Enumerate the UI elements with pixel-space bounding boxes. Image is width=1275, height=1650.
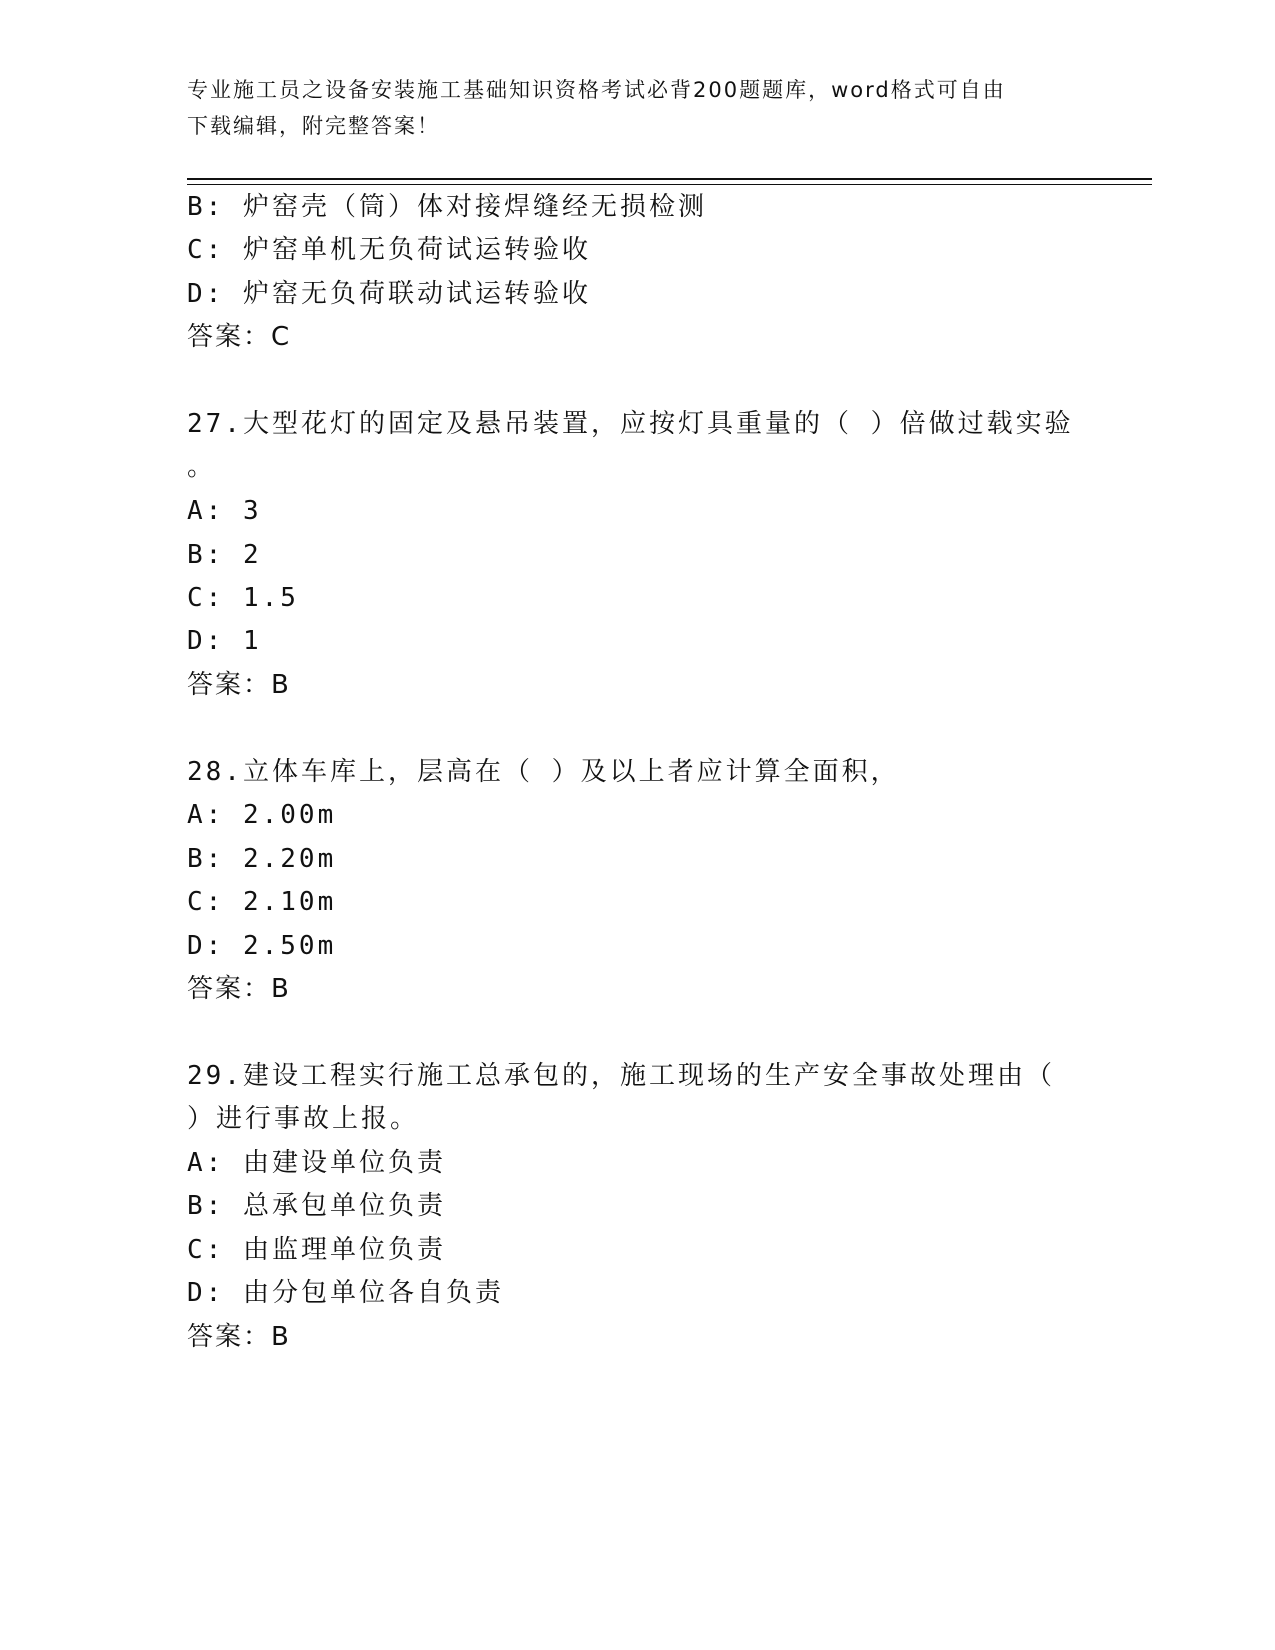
q27-option-c: C: 1.5 xyxy=(187,583,299,613)
q27-option-d: D: 1 xyxy=(187,626,262,656)
q28-answer: 答案：B xyxy=(187,974,291,1004)
q29-option-c: C: 由监理单位负责 xyxy=(187,1235,446,1265)
q27-option-a: A: 3 xyxy=(187,496,262,526)
q29-option-a: A: 由建设单位负责 xyxy=(187,1148,446,1178)
q29-option-b: B: 总承包单位负责 xyxy=(187,1191,446,1221)
q28-option-d: D: 2.50m xyxy=(187,931,337,961)
header-divider-thin xyxy=(187,184,1152,185)
q26-answer: 答案：C xyxy=(187,322,292,352)
q28-option-c: C: 2.10m xyxy=(187,887,337,917)
q29-question-line-2: ）进行事故上报。 xyxy=(187,1104,420,1134)
q27-option-b: B: 2 xyxy=(187,540,262,570)
q28-option-b: B: 2.20m xyxy=(187,844,337,874)
q27-question-line-2: 。 xyxy=(187,452,217,482)
q26-option-d: D: 炉窑无负荷联动试运转验收 xyxy=(187,279,591,309)
q27-question-line-1: 27.大型花灯的固定及悬吊装置，应按灯具重量的（ ）倍做过载实验 xyxy=(187,409,1074,439)
q28-question: 28.立体车库上，层高在（ ）及以上者应计算全面积， xyxy=(187,757,900,787)
q29-option-d: D: 由分包单位各自负责 xyxy=(187,1278,504,1308)
q26-option-c: C: 炉窑单机无负荷试运转验收 xyxy=(187,235,591,265)
header-line-1: 专业施工员之设备安装施工基础知识资格考试必背200题题库，word格式可自由 xyxy=(187,78,1006,102)
document-header xyxy=(187,72,1067,144)
q29-question-line-1: 29.建设工程实行施工总承包的，施工现场的生产安全事故处理由（ xyxy=(187,1061,1055,1091)
header-divider-thick xyxy=(187,178,1152,180)
header-line-2: 下载编辑，附完整答案！ xyxy=(187,114,440,138)
q26-option-b: B: 炉窑壳（筒）体对接焊缝经无损检测 xyxy=(187,192,707,222)
q27-answer: 答案：B xyxy=(187,670,291,700)
q28-option-a: A: 2.00m xyxy=(187,800,337,830)
q29-answer: 答案：B xyxy=(187,1322,291,1352)
